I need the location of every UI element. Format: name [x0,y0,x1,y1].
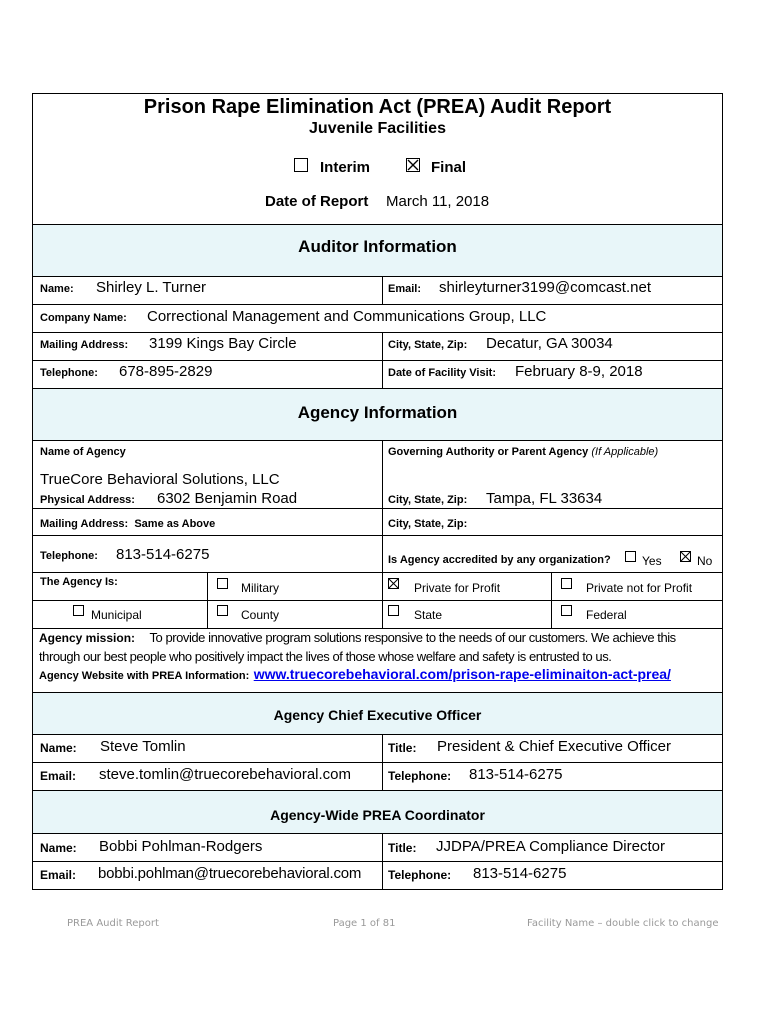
agency-mailing-label: Mailing Address: [40,518,129,530]
final-checkbox[interactable] [406,158,420,172]
agency-is-label: The Agency Is: [40,576,118,588]
auditor-city-label: City, State, Zip: [388,339,468,351]
facility-visit-label: Date of Facility Visit: [388,367,496,379]
coordinator-phone: 813-514-6275 [473,865,567,882]
mission-text-2: through our best people who positively impact the lives of those whose welfare and safety is entrusted to us. [39,649,612,664]
physical-address: 6302 Benjamin Road [157,490,298,507]
physical-address-label: Physical Address: [40,494,135,506]
auditor-email: shirleyturner3199@comcast.net [439,279,651,296]
coordinator-phone-label: Telephone: [388,868,452,882]
agency-city2-label: City, State, Zip: [388,518,468,530]
governing-authority-label [388,446,658,458]
auditor-phone-label: Telephone: [40,367,98,379]
auditor-email-label: Email: [388,283,422,295]
type-state-checkbox[interactable] [388,605,399,616]
ceo-title: President & Chief Executive Officer [437,738,671,755]
ceo-email-label: Email: [40,769,77,783]
report-subtitle: Juvenile Facilities [309,120,446,137]
coordinator-title-label: Title: [388,841,417,855]
accredited-label: Is Agency accredited by any organization? [388,554,611,566]
type-military-checkbox[interactable] [217,578,228,589]
ceo-title-label: Title: [388,741,417,755]
interim-checkbox[interactable] [294,158,308,172]
ceo-name-label: Name: [40,741,77,755]
coordinator-title: JJDPA/PREA Compliance Director [436,838,665,855]
auditor-city: Decatur, GA 30034 [486,335,613,352]
governing-authority-note: (If Applicable) [591,446,659,458]
type-county-label: County [241,608,280,622]
date-of-report-label: Date of Report [265,193,369,210]
type-municipal-label: Municipal [91,608,142,622]
type-municipal-checkbox[interactable] [73,605,84,616]
auditor-mailing-label: Mailing Address: [40,339,129,351]
coordinator-name: Bobbi Pohlman-Rodgers [99,838,263,855]
accredited-no-checkbox[interactable] [680,551,691,562]
type-private-not-for-profit-label: Private not for Profit [586,581,693,595]
interim-label: Interim [320,159,371,176]
type-county-checkbox[interactable] [217,605,228,616]
type-private-for-profit-label: Private for Profit [414,581,501,595]
checked-x-icon [681,552,690,561]
company-name-label: Company Name: [40,312,127,324]
footer-page-number: Page 1 of 81 [333,918,396,929]
auditor-name: Shirley L. Turner [96,279,207,296]
footer-left: PREA Audit Report [67,918,159,929]
agency-phone-label: Telephone: [40,550,98,562]
agency-name: TrueCore Behavioral Solutions, LLC [40,471,280,488]
governing-authority-text: Governing Authority or Parent Agency [388,446,589,458]
agency-mailing-address [40,518,215,530]
mission-text-1: To provide innovative program solutions responsive to the needs of our customers. We achieve this [149,630,676,645]
agency-city-label: City, State, Zip: [388,494,468,506]
agency-name-label: Name of Agency [40,446,126,458]
ceo-email: steve.tomlin@truecorebehavioral.com [99,766,352,783]
type-military-label: Military [241,581,279,595]
agency-phone: 813-514-6275 [116,546,210,563]
checked-x-icon [407,159,419,171]
facility-visit: February 8-9, 2018 [515,363,643,380]
date-of-report-value: March 11, 2018 [386,193,490,210]
type-federal-label: Federal [586,608,627,622]
ceo-name: Steve Tomlin [100,738,186,755]
coordinator-email: bobbi.pohlman@truecorebehavioral.com [98,865,362,882]
type-private-not-for-profit-checkbox[interactable] [561,578,572,589]
footer-facility-name[interactable]: Facility Name – double click to change [527,918,719,929]
ceo-phone: 813-514-6275 [469,766,563,783]
type-private-for-profit-checkbox[interactable] [388,578,399,589]
auditor-heading: Auditor Information [298,237,457,256]
audit-report-form [32,93,723,890]
agency-website-link[interactable]: www.truecorebehavioral.com/prison-rape-eliminaiton-act-prea/ [253,666,671,682]
mission-label: Agency mission: [39,631,136,645]
final-label: Final [431,159,467,176]
auditor-mailing: 3199 Kings Bay Circle [149,335,297,352]
accredited-yes-checkbox[interactable] [625,551,636,562]
report-title: Prison Rape Elimination Act (PREA) Audit Report [143,96,612,118]
coordinator-heading: Agency-Wide PREA Coordinator [270,807,485,823]
accredited-no-label: No [697,554,713,568]
checked-x-icon [389,579,398,588]
auditor-phone: 678-895-2829 [119,363,213,380]
coordinator-name-label: Name: [40,841,77,855]
website-label: Agency Website with PREA Information: [39,670,250,682]
agency-mission-line1 [39,630,676,645]
type-state-label: State [414,608,443,622]
accredited-yes-label: Yes [642,554,662,568]
ceo-heading: Agency Chief Executive Officer [273,707,482,723]
company-name: Correctional Management and Communications Group, LLC [147,308,547,325]
agency-mailing-value: Same as Above [134,518,216,530]
coordinator-email-label: Email: [40,868,77,882]
auditor-name-label: Name: [40,283,74,295]
type-federal-checkbox[interactable] [561,605,572,616]
agency-heading: Agency Information [297,403,458,422]
ceo-phone-label: Telephone: [388,769,452,783]
agency-website-row [39,666,671,684]
agency-city: Tampa, FL 33634 [486,490,603,507]
